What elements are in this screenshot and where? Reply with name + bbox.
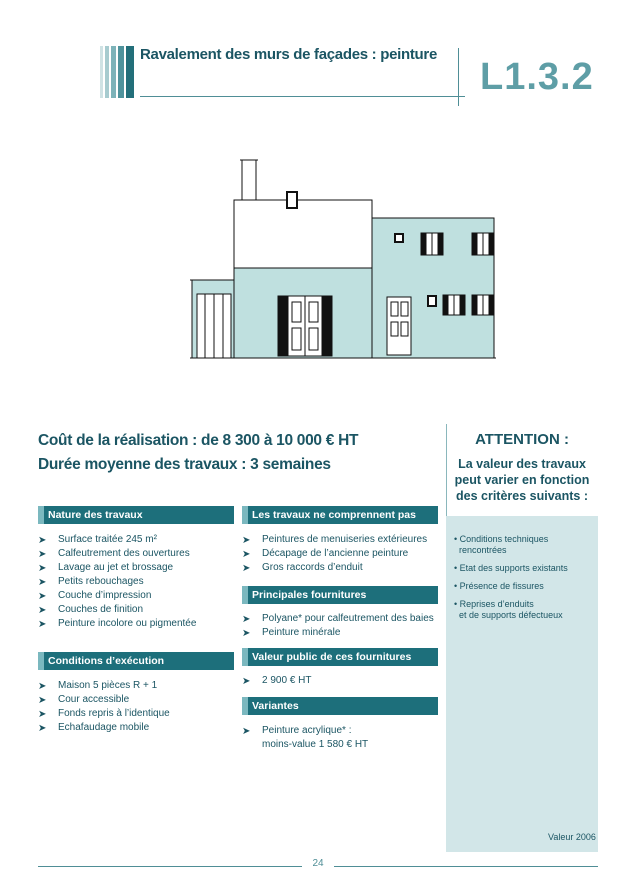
criterion-text: rencontrées	[459, 545, 507, 555]
list-item	[38, 707, 238, 721]
list-item	[38, 721, 238, 735]
list-item: • Conditions techniques rencontrées	[454, 534, 549, 555]
conditions-list	[38, 679, 238, 735]
exclusions-list	[242, 533, 442, 575]
arrowhead-icon: ➤	[242, 726, 251, 737]
footer-line-left	[38, 866, 302, 867]
list-item-text: Polyane* pour calfeutrement des baies	[262, 613, 434, 624]
attention-criteria-list	[454, 534, 596, 628]
criterion-text: Etat des supports existants	[459, 563, 568, 573]
list-item-text: Peinture incolore ou pigmentée	[58, 618, 197, 629]
arrowhead-icon: ➤	[38, 619, 47, 630]
section-title: Conditions d’exécution	[48, 655, 165, 667]
list-item	[38, 561, 238, 575]
section-header-nature	[38, 506, 234, 524]
list-item	[242, 626, 442, 640]
list-item-text: Gros raccords d’enduit	[262, 562, 363, 573]
list-item	[242, 724, 442, 752]
arrowhead-icon: ➤	[242, 535, 251, 546]
list-item: • Reprises d’enduits et de supports défectueux	[454, 599, 563, 620]
attention-line: La valeur des travaux	[458, 457, 586, 471]
section-title: Principales fournitures	[252, 589, 367, 601]
header-divider	[140, 96, 465, 97]
criterion-text: Reprises d’enduits	[459, 599, 534, 609]
cost-summary: Coût de la réalisation : de 8 300 à 10 000 € HT	[38, 432, 359, 449]
arrowhead-icon: ➤	[38, 535, 47, 546]
arrowhead-icon: ➤	[38, 681, 47, 692]
list-item	[38, 693, 238, 707]
arrowhead-icon: ➤	[38, 605, 47, 616]
list-item: • Présence de fissures	[454, 581, 544, 591]
nature-list	[38, 533, 238, 631]
section-title: Les travaux ne comprennent pas	[252, 509, 416, 521]
list-item-text: Surface traitée 245 m²	[58, 534, 157, 545]
list-item-text: Peinture minérale	[262, 627, 341, 638]
list-item	[38, 617, 238, 631]
header-vertical-divider	[458, 48, 459, 106]
section-header-variants	[242, 697, 438, 715]
list-item-text: Petits rebouchages	[58, 576, 144, 587]
arrowhead-icon: ➤	[242, 549, 251, 560]
arrowhead-icon: ➤	[38, 549, 47, 560]
list-item	[38, 547, 238, 561]
list-item-text: 2 900 € HT	[262, 675, 312, 686]
arrowhead-icon: ➤	[38, 577, 47, 588]
attention-line: des critères suivants :	[455, 489, 588, 503]
list-item-text: Echafaudage mobile	[58, 722, 150, 733]
list-item	[242, 561, 442, 575]
list-item: • Etat des supports existants	[454, 563, 568, 573]
list-item-text: Cour accessible	[58, 694, 130, 705]
list-item	[242, 674, 442, 688]
list-item-text: Couches de finition	[58, 604, 144, 615]
section-title: Nature des travaux	[48, 509, 143, 521]
page-title: Ravalement des murs de façades : peinture	[140, 46, 437, 63]
list-item-text: Fonds repris à l’identique	[58, 708, 170, 719]
arrowhead-icon: ➤	[38, 723, 47, 734]
attention-title: ATTENTION :	[475, 431, 569, 448]
duration-summary: Durée moyenne des travaux : 3 semaines	[38, 456, 331, 473]
arrowhead-icon: ➤	[242, 676, 251, 687]
list-item-text: Calfeutrement des ouvertures	[58, 548, 190, 559]
attention-line: peut varier en fonction	[454, 473, 590, 487]
variants-list	[242, 724, 442, 752]
arrowhead-icon: ➤	[242, 614, 251, 625]
list-item	[38, 679, 238, 693]
criterion-text: et de supports défectueux	[459, 610, 563, 620]
list-item-text: Lavage au jet et brossage	[58, 562, 174, 573]
arrowhead-icon: ➤	[38, 695, 47, 706]
footer-line-right	[334, 866, 598, 867]
section-header-exclusions	[242, 506, 438, 524]
list-item-text: Décapage de l’ancienne peinture	[262, 548, 409, 559]
attention-text	[446, 456, 598, 504]
arrowhead-icon: ➤	[38, 709, 47, 720]
list-item	[38, 533, 238, 547]
house-facade-illustration	[190, 150, 510, 430]
arrowhead-icon: ➤	[38, 591, 47, 602]
criterion-text: Conditions techniques	[459, 534, 549, 544]
list-item-text: Peinture acrylique* :	[262, 725, 352, 736]
list-item	[38, 603, 238, 617]
list-item-text: Peintures de menuiseries extérieures	[262, 534, 428, 545]
list-item	[242, 533, 442, 547]
section-header-value	[242, 648, 438, 666]
list-item	[38, 589, 238, 603]
arrowhead-icon: ➤	[242, 628, 251, 639]
list-item-text: Couche d’impression	[58, 590, 152, 601]
value-list	[242, 674, 442, 688]
section-title: Variantes	[252, 700, 299, 712]
list-item	[242, 547, 442, 561]
list-item-text: moins-value 1 580 € HT	[262, 739, 369, 750]
list-item	[38, 575, 238, 589]
arrowhead-icon: ➤	[242, 563, 251, 574]
supplies-list	[242, 612, 442, 640]
document-code: L1.3.2	[480, 56, 594, 98]
section-header-supplies	[242, 586, 438, 604]
page-number: 24	[312, 858, 324, 869]
list-item-text: Maison 5 pièces R + 1	[58, 680, 158, 691]
section-header-conditions	[38, 652, 234, 670]
list-item	[242, 612, 442, 626]
arrowhead-icon: ➤	[38, 563, 47, 574]
section-title: Valeur public de ces fournitures	[252, 651, 412, 663]
criterion-text: Présence de fissures	[459, 581, 544, 591]
header-stripes-decoration	[100, 46, 136, 98]
value-year: Valeur 2006	[548, 832, 596, 842]
